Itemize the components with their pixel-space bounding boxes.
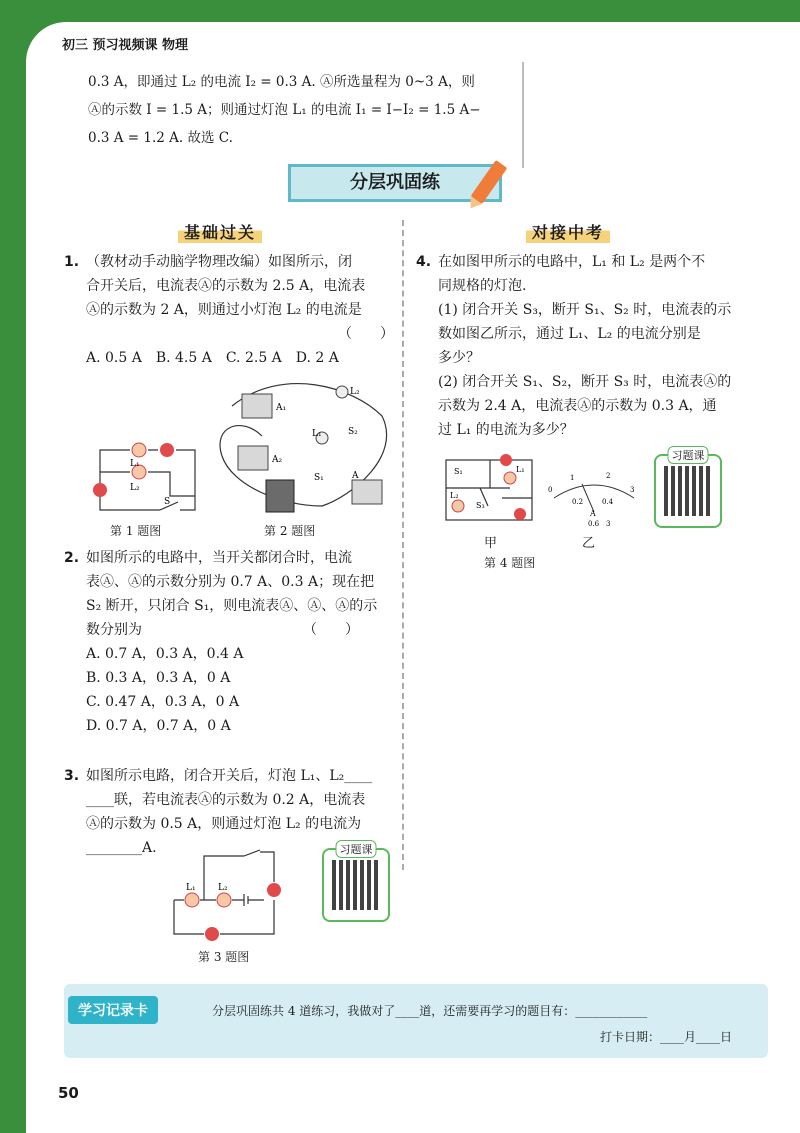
right-section-heading: 对接中考 [526,220,610,243]
question-1 [64,250,394,370]
svg-text:L₁: L₁ [516,465,525,474]
question-text: (2) 闭合开关 S₁、S₂，断开 S₃ 时，电流表Ⓐ的 [438,374,732,390]
record-tag: 学习记录卡 [68,996,158,1024]
svg-text:A₁: A₁ [276,403,287,413]
lamp-l1-icon [132,443,146,457]
qr-code-box[interactable] [654,449,722,528]
question-text: 如图所示的电路中，当开关都闭合时，电流 [86,550,352,566]
question-number: 2. [64,550,80,566]
ammeter-icon [500,454,512,466]
question-text: ________A. [86,840,157,856]
question-text: 表Ⓐ、Ⓐ的示数分别为 0.7 A、0.3 A；现在把 [86,574,375,590]
page-number: 50 [58,1084,79,1102]
svg-text:S₁: S₁ [314,473,324,483]
left-section-heading: 基础过关 [178,220,262,243]
svg-text:S₂: S₂ [348,427,358,437]
qr-code-icon [332,860,380,910]
qr-code-icon [664,466,712,516]
question-text: 示数为 2.4 A，电流表Ⓐ的示数为 0.3 A，通 [438,398,717,414]
column-divider [402,220,404,870]
svg-text:L₁: L₁ [130,459,140,469]
question-text: 数如图乙所示，通过 L₁、L₂ 的电流分别是 [438,326,701,342]
svg-text:1: 1 [570,474,575,482]
svg-text:L₁: L₁ [186,883,196,893]
svg-text:0.2: 0.2 [572,498,584,506]
option: C. 0.47 A，0.3 A，0 A [86,694,240,710]
svg-text:A: A [590,509,596,518]
svg-text:L₂: L₂ [350,387,360,397]
lamp-l1-icon [185,893,199,907]
figure-label-yi: 乙 [582,536,596,551]
q1-circuit-diagram [90,430,210,520]
section-banner: 分层巩固练 [288,164,502,202]
ammeter-icon [514,508,526,520]
svg-text:L₁: L₁ [312,429,322,439]
record-date: 打卡日期：____月____日 [599,1030,732,1044]
question-text: 多少？ [438,350,480,366]
svg-text:A₂: A₂ [272,455,283,465]
question-text: Ⓐ的示数为 0.5 A，则通过灯泡 L₂ 的电流为 [86,816,362,832]
figure-caption: 第 2 题图 [264,524,316,538]
answer-bracket: （ ） [338,326,394,342]
svg-text:3: 3 [630,486,635,494]
study-record-card [64,984,768,1058]
svg-text:0.4: 0.4 [602,498,614,506]
question-text: 过 L₁ 的电流为多少？ [438,422,574,438]
ammeter-icon [93,483,107,497]
question-text: 同规格的灯泡. [438,278,527,294]
divider [522,62,524,168]
question-text: （教材动手动脑学物理改编）如图所示，闭 [86,254,352,270]
svg-text:3: 3 [606,520,611,528]
question-2 [64,546,394,738]
svg-text:S: S [164,497,171,507]
question-text: ____联，若电流表Ⓐ的示数为 0.2 A，电流表 [86,792,366,808]
question-text: 如图所示电路，闭合开关后，灯泡 L₁、L₂____ [86,768,373,784]
option: B. 0.3 A，0.3 A，0 A [86,670,231,686]
ammeter-icon [160,443,174,457]
solution-line: 0.3 A = 1.2 A. 故选 C. [88,130,233,146]
solution-line: Ⓐ的示数 I = 1.5 A；则通过灯泡 L₁ 的电流 I₁ = I−I₂ = 1.5 A− [88,102,481,118]
question-number: 1. [64,254,80,270]
q4-circuit-jia [440,450,540,530]
qr-label: 习题课 [336,840,377,858]
lamp-l2-icon [452,500,464,512]
options: A. 0.5 A B. 4.5 A C. 2.5 A D. 2 A [86,350,339,366]
qr-label: 习题课 [668,446,709,464]
solution-line: 0.3 A，即通过 L₂ 的电流 I₂ = 0.3 A. Ⓐ所选量程为 0~3 A，则 [88,74,475,90]
qr-code-box[interactable] [322,843,390,922]
svg-text:0: 0 [548,486,553,494]
svg-text:2: 2 [606,472,611,480]
lamp-l2-icon [217,893,231,907]
svg-text:L₂: L₂ [218,883,228,893]
figure-caption: 第 3 题图 [198,950,250,964]
ammeter-icon [205,927,219,941]
figure-label-jia: 甲 [484,536,498,551]
question-4 [416,250,756,442]
bulb-icon [336,386,348,398]
svg-text:S₃: S₃ [476,501,485,510]
option: A. 0.7 A，0.3 A，0.4 A [86,646,244,662]
question-number: 3. [64,768,80,784]
record-text: 分层巩固练共 4 道练习，我做对了____道，还需要再学习的题目有：____________ [212,1004,648,1018]
figure-caption: 第 4 题图 [484,556,536,570]
question-text: Ⓐ的示数为 2 A，则通过小灯泡 L₂ 的电流是 [86,302,362,318]
svg-text:L₂: L₂ [450,491,459,500]
option: D. 0.7 A，0.7 A，0 A [86,718,231,734]
question-text: (1) 闭合开关 S₃，断开 S₁、S₂ 时，电流表的示 [438,302,732,318]
page [26,22,800,1133]
ammeter-icon [267,883,281,897]
figure-caption: 第 1 题图 [110,524,162,538]
svg-text:0.6: 0.6 [588,520,600,528]
question-text: 在如图甲所示的电路中，L₁ 和 L₂ 是两个不 [438,254,706,270]
q4-ammeter-yi [544,462,644,532]
q3-circuit-diagram [164,844,294,944]
solution-continuation [26,68,516,152]
svg-text:S₁: S₁ [454,467,463,476]
lamp-l1-icon [504,472,516,484]
question-number: 4. [416,254,432,270]
q2-apparatus-picture [202,376,402,516]
page-header: 初三 预习视频课 物理 [62,38,189,53]
question-text: 数分别为 （ ） [86,622,359,638]
svg-text:A: A [352,471,359,481]
svg-text:L₂: L₂ [130,483,140,493]
question-text: S₂ 断开，只闭合 S₁，则电流表Ⓐ、Ⓐ、Ⓐ的示 [86,598,378,614]
question-text: 合开关后，电流表Ⓐ的示数为 2.5 A，电流表 [86,278,366,294]
